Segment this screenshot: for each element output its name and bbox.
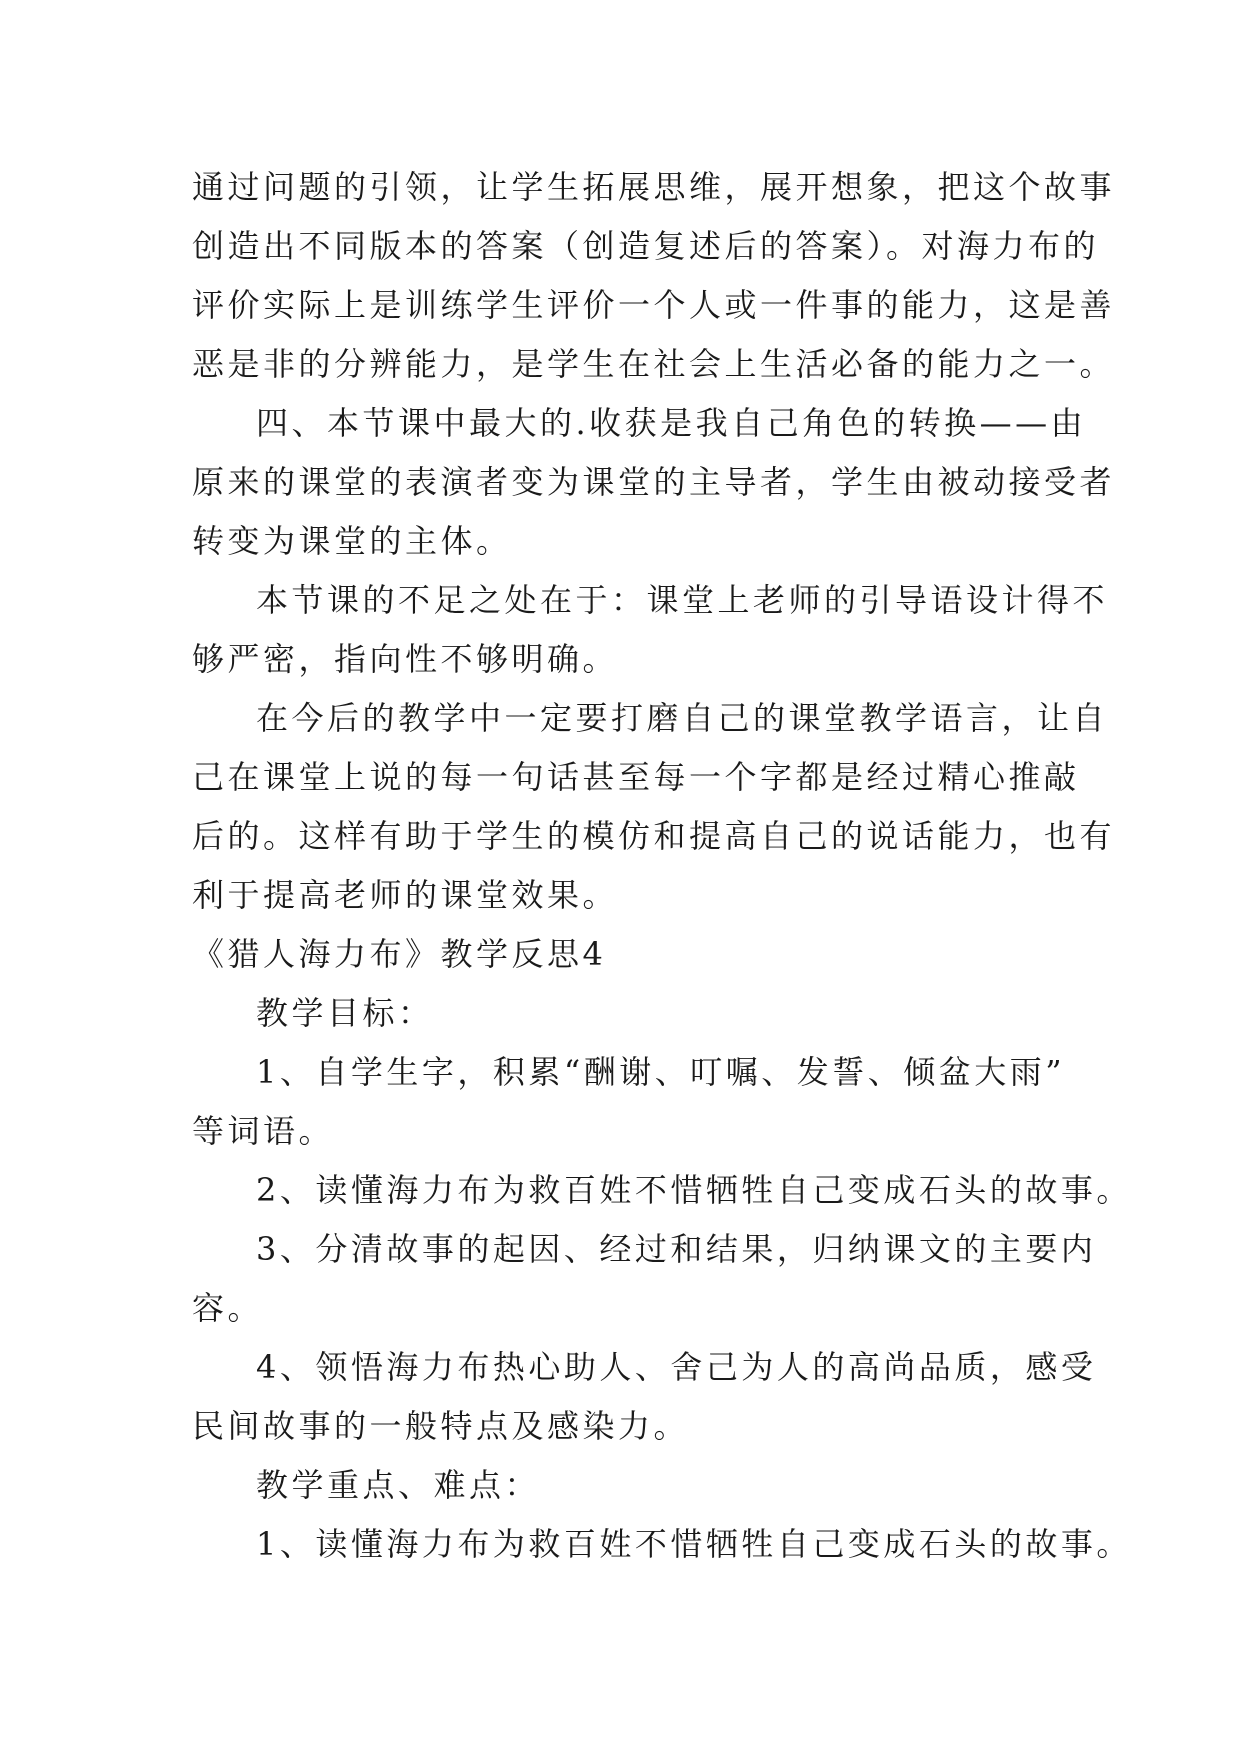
- paragraph-line: 己在课堂上说的每一句话甚至每一个字都是经过精心推敲: [192, 758, 1080, 796]
- paragraph-line: 教学目标：: [256, 994, 434, 1032]
- paragraph-line: 转变为课堂的主体。: [192, 522, 512, 560]
- paragraph-line: 后的。这样有助于学生的模仿和提高自己的说话能力，也有: [192, 817, 1116, 855]
- paragraph-line: 四、本节课中最大的.收获是我自己角色的转换——由: [256, 404, 1087, 442]
- paragraph-line: 1、自学生字，积累“酬谢、叮嘱、发誓、倾盆大雨”: [256, 1053, 1066, 1091]
- paragraph-line: 评价实际上是训练学生评价一个人或一件事的能力，这是善: [192, 286, 1116, 324]
- paragraph-line: 利于提高老师的课堂效果。: [192, 876, 619, 914]
- paragraph-line: 恶是非的分辨能力，是学生在社会上生活必备的能力之一。: [192, 345, 1116, 383]
- paragraph-line: 原来的课堂的表演者变为课堂的主导者，学生由被动接受者: [192, 463, 1116, 501]
- paragraph-line: 本节课的不足之处在于：课堂上老师的引导语设计得不: [256, 581, 1109, 619]
- paragraph-line: 通过问题的引领，让学生拓展思维，展开想象，把这个故事: [192, 168, 1116, 206]
- document-page: [192, 158, 1132, 1574]
- paragraph-line: 1、读懂海力布为救百姓不惜牺牲自己变成石头的故事。: [256, 1525, 1132, 1563]
- paragraph-line: 容。: [192, 1289, 264, 1327]
- paragraph-line: 2、读懂海力布为救百姓不惜牺牲自己变成石头的故事。: [256, 1171, 1132, 1209]
- paragraph-line: 4、领悟海力布热心助人、舍己为人的高尚品质，感受: [256, 1348, 1097, 1386]
- paragraph-line: 等词语。: [192, 1112, 335, 1150]
- paragraph-line: 教学重点、难点：: [256, 1466, 541, 1504]
- paragraph-line: 在今后的教学中一定要打磨自己的课堂教学语言，让自: [256, 699, 1109, 737]
- paragraph-line: 创造出不同版本的答案（创造复述后的答案）。对海力布的: [192, 227, 1100, 265]
- paragraph-line: 民间故事的一般特点及感染力。: [192, 1407, 690, 1445]
- paragraph-line: 够严密，指向性不够明确。: [192, 640, 619, 678]
- section-title: 《猎人海力布》教学反思4: [192, 935, 607, 973]
- paragraph-line: 3、分清故事的起因、经过和结果，归纳课文的主要内: [256, 1230, 1097, 1268]
